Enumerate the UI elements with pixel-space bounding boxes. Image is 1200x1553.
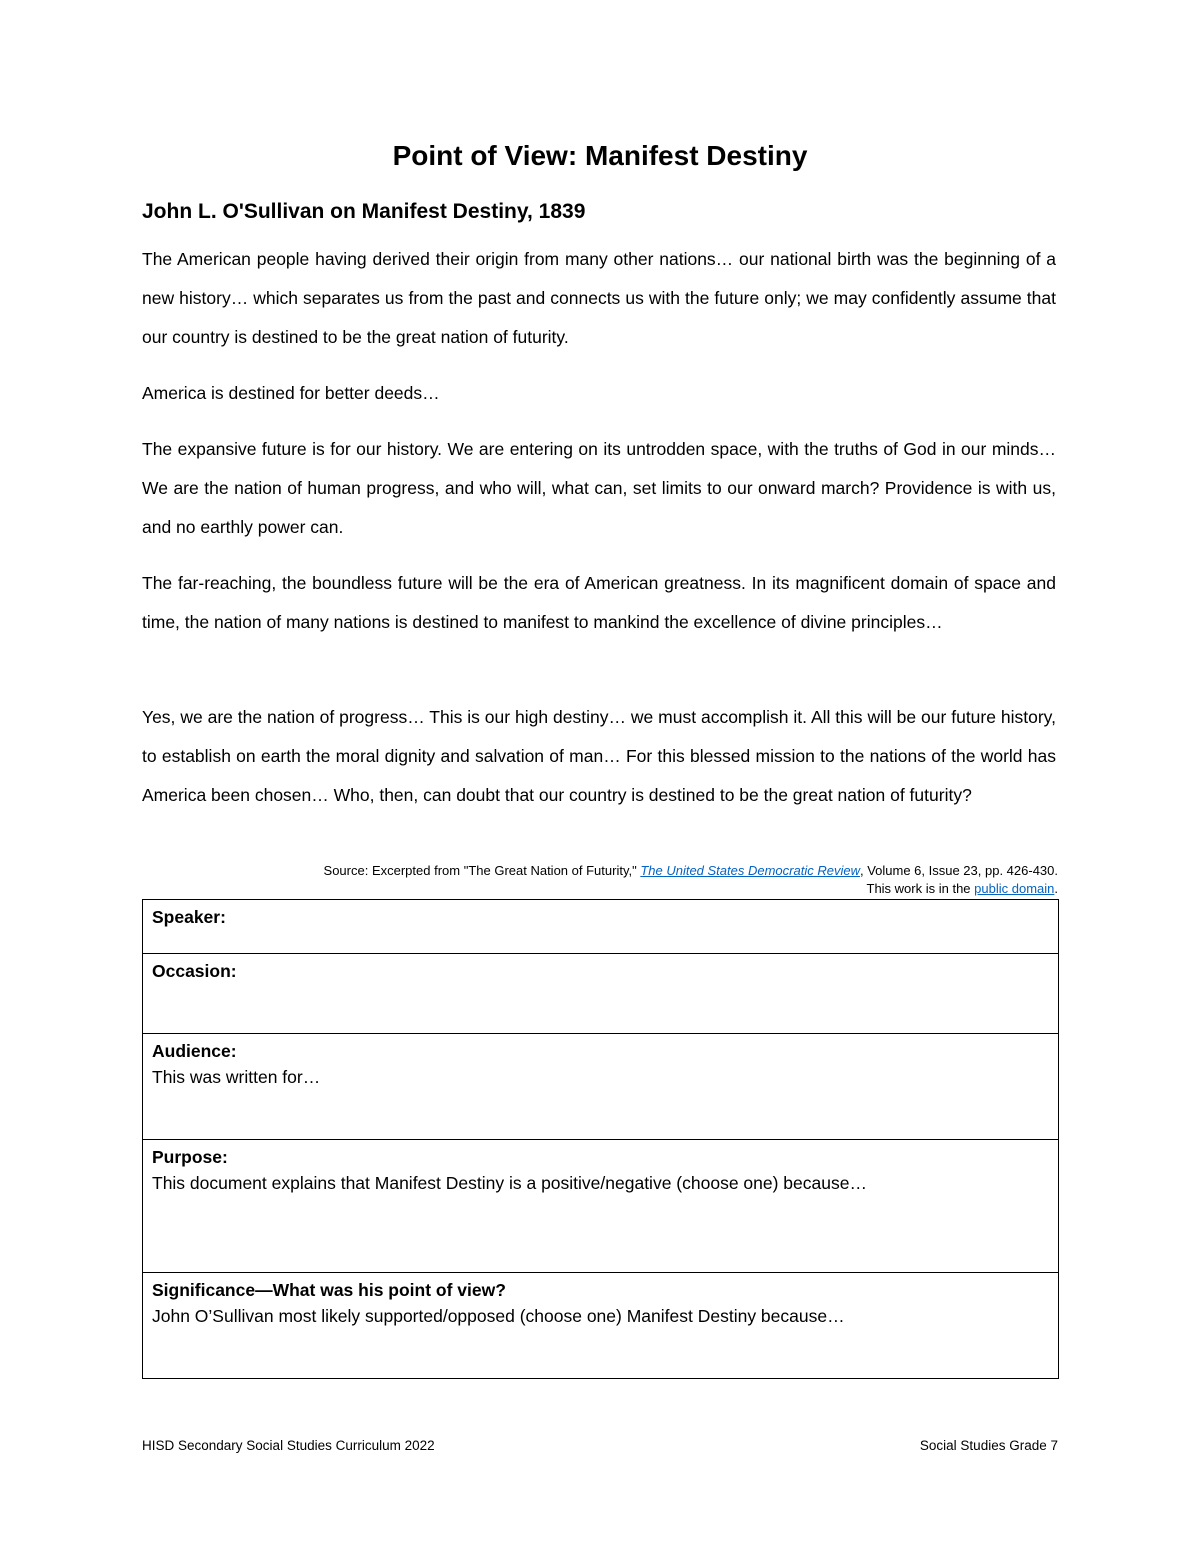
public-domain-suffix: .: [1054, 881, 1058, 896]
audience-cell[interactable]: [143, 1034, 1059, 1140]
paragraph-2: America is destined for better deeds…: [142, 383, 440, 403]
source-line-1: [142, 862, 1058, 880]
speaker-cell[interactable]: [143, 900, 1059, 954]
significance-prompt: John O’Sullivan most likely supported/opposed (choose one) Manifest Destiny because…: [152, 1306, 845, 1326]
footer-curriculum: HISD Secondary Social Studies Curriculum 2022: [142, 1438, 435, 1453]
source-prefix: Source: Excerpted from "The Great Nation of Futurity,": [323, 863, 641, 878]
audience-row: [143, 1034, 1059, 1140]
audience-prompt: This was written for…: [152, 1067, 321, 1087]
paragraph-5: Yes, we are the nation of progress… This is our high destiny… we must accomplish it. All this will be our future history, to establish on earth the moral dignity and salvation of man… For this blessed mission to the nations of the world has America been chosen… Who, then, can doubt that our country is destined to be the great nation of futurity?: [142, 707, 1056, 805]
page-title: Point of View: Manifest Destiny: [392, 140, 808, 171]
occasion-cell[interactable]: [143, 954, 1059, 1034]
speaker-label: Speaker:: [152, 907, 226, 927]
public-domain-prefix: This work is in the: [866, 881, 975, 896]
significance-label: Significance—What was his point of view?: [152, 1280, 506, 1300]
speaker-row: [143, 900, 1059, 954]
analysis-organizer-table: [142, 899, 1059, 1379]
purpose-prompt: This document explains that Manifest Destiny is a positive/negative (choose one) because…: [152, 1173, 867, 1193]
paragraph-1: The American people having derived their origin from many other nations… our national birth was the beginning of a new history… which separates us from the past and connects us with the future only; we may confidently assume that our country is destined to be the great nation of futurity.: [142, 249, 1056, 347]
occasion-row: [143, 954, 1059, 1034]
paragraph-4: The far-reaching, the boundless future will be the era of American greatness. In its magnificent domain of space and time, the nation of many nations is destined to manifest to mankind the excellence of divine principles…: [142, 573, 1056, 632]
source-line-2: [142, 880, 1058, 898]
paragraph-3: The expansive future is for our history. We are entering on its untrodden space, with the truths of God in our minds… We are the nation of human progress, and who will, what can, set limits to our onward march? Providence is with us, and no earthly power can.: [142, 439, 1056, 537]
footer-grade: Social Studies Grade 7: [919, 1438, 1058, 1453]
occasion-label: Occasion:: [152, 961, 237, 981]
source-suffix: , Volume 6, Issue 23, pp. 426-430.: [859, 863, 1058, 878]
source-citation: [142, 862, 1058, 898]
purpose-cell[interactable]: [143, 1140, 1059, 1273]
source-review-link[interactable]: The United States Democratic Review: [640, 863, 860, 878]
audience-label: Audience:: [152, 1041, 237, 1061]
significance-cell[interactable]: [143, 1273, 1059, 1379]
purpose-row: [143, 1140, 1059, 1273]
significance-row: [143, 1273, 1059, 1379]
document-subtitle: John L. O'Sullivan on Manifest Destiny, 1839: [142, 200, 586, 223]
purpose-label: Purpose:: [152, 1147, 228, 1167]
public-domain-link[interactable]: public domain: [974, 881, 1055, 896]
